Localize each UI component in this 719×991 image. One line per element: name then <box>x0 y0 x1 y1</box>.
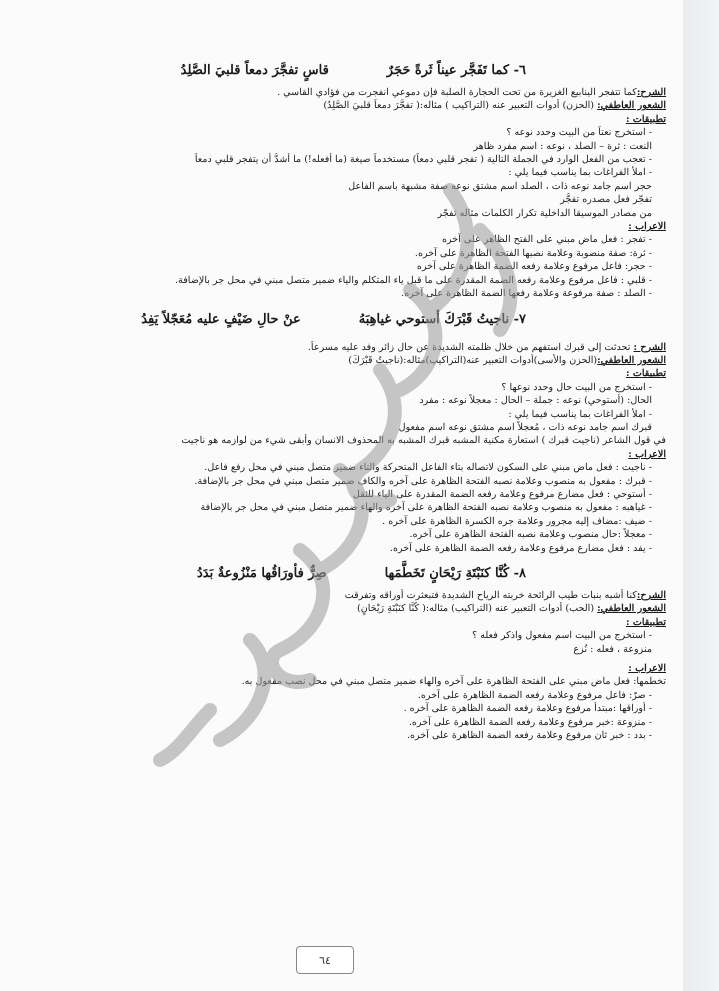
verse-6-first-hemistich: ٦- كما تَفَجَّر عيناً ثَرةً حَجَرٌ <box>386 63 526 78</box>
irab-8-line: - صرّ: فاعل مرفوع وعلامة رفعه الضمة الظاهرة على آخره. <box>80 689 666 702</box>
irab-7-line: - غياهبه : مفعول به منصوب وعلامة نصبه الفتحة الظاهرة على آخره والهاء ضمير متصل مبني في محل جر بالإضافة <box>80 501 666 514</box>
irab-6-label: الاعراب : <box>628 221 666 233</box>
irab-8-line: - منزوعة :خبر مرفوع وعلامة رفعه الضمة الظاهرة على آخره. <box>80 716 666 729</box>
sharh-6: الشرح:كما تتفجر الينابيع الغزيرة من تحت الحجارة الصلبة فإن دموعي انفجرت من فؤادي القاسي . <box>277 87 666 98</box>
irab-7-line: - قبرك : مفعول به منصوب وعلامة نصبه الفتحة الظاهرة على آخره والكاف ضمير متصل مبني في محل جر بالإضافة. <box>80 475 666 488</box>
shuur-8: الشعور العاطفي: (الحب) أدوات التعبير عنه (التراكيب) مثاله:( كُنَّا كنَبْتَةِ رَيْحَانٍ) <box>356 603 666 615</box>
tatbiqat-7-line: - استخرج من البيت حال وحدد نوعها ؟ <box>80 381 666 394</box>
tatbiqat-8-line: منزوعة ، فعله : نُزع <box>573 643 652 655</box>
sharh-7: الشرح : تحدثت إلى قبرك استفهم من خلال ظلمته الشديدة عن حال زائر وفد عليه مسرعاً. <box>307 341 666 353</box>
irab-6-line: - ثرة: صفة منصوبة وعلامة نصبها الفتحة الظاهرة على آخره. <box>80 247 666 260</box>
tatbiqat-6-line: من مصادر الموسيقا الداخلية تكرار الكلمات مثاله تفجّر <box>437 207 652 219</box>
document-content <box>80 58 666 742</box>
tatbiqat-6-line: - املأ الفراغات بما يناسب فيما يلي : <box>80 166 666 179</box>
page-number: ٦٤ <box>296 946 354 974</box>
tatbiqat-7-line: قبرك اسم جامد نوعه ذات ، مُعجلاً اسم مشتق نوعه اسم مفعول <box>398 421 652 433</box>
irab-7-label: الاعراب : <box>628 448 666 460</box>
tatbiqat-6-line: - تعجب من الفعل الوارد في الجملة التالية ( تفجر قلبي دمعاً) مستخدماً صيغة (ما أفعله!) ما أشدَّ أن يتفجر قلبي دمعاً <box>80 153 666 166</box>
irab-7-line: - معجلاً :حال منصوب وعلامة نصبه الفتحة الظاهرة على آخره. <box>80 528 666 541</box>
tatbiqat-6-line: النعت : ثرة – الصلد ، نوعه : اسم مفرد ظاهر <box>473 140 652 152</box>
tatbiqat-8-label: تطبيقات : <box>625 616 666 628</box>
tatbiqat-6-label: تطبيقات : <box>625 113 666 125</box>
tatbiqat-8-line: - استخرج من البيت اسم مفعول واذكر فعله ؟ <box>80 629 666 642</box>
tatbiqat-7-line: الحال: (أستوحي) نوعه : جملة – الحال : معجلاً نوعه : مفرد <box>419 395 652 407</box>
irab-8-label: الاعراب : <box>628 663 666 675</box>
sharh-8: الشرح:كنا أشبه بنبات طيب الرائحة خربته الرياح الشديدة فتبعثرت أوراقه وتفرقت <box>344 590 666 601</box>
irab-7-line: - ناجيت : فعل ماض مبني على السكون لاتصاله بتاء الفاعل المتحركة والتاء ضمير متصل مبني في محل رفع فاعل. <box>80 461 666 474</box>
irab-7-line: - يفد : فعل مضارع مرفوع وعلامة رفعه الضمة الظاهرة على آخره. <box>80 542 666 555</box>
irab-8-line: - بدد : خبر ثان مرفوع وعلامة رفعه الضمة الظاهرة على آخره. <box>80 729 666 742</box>
tatbiqat-6-line: - استخرج نعتاً من البيت وحدد نوعه ؟ <box>80 126 666 139</box>
irab-6-line: - تفجر : فعل ماض مبني على الفتح الظاهر على آخره <box>80 233 666 246</box>
tatbiqat-7-label: تطبيقات : <box>625 368 666 380</box>
shuur-7: الشعور العاطفي:(الحزن والأسى)أدوات التعبير عنه(التراكيب)مثاله:(ناجيتُ قَبْرَكَ) <box>348 354 666 366</box>
shuur-6: الشعور العاطفي: (الحزن) أدوات التعبير عنه (التراكيب ) مثاله:( تفجَّرَ دمعاً قلبيَ الصَّلِدُ) <box>323 100 666 112</box>
irab-8-line: - أوراقها :مبتدأ مرفوع وعلامة رفعه الضمة الظاهرة على آخره . <box>80 702 666 715</box>
verse-7 <box>80 311 666 329</box>
tatbiqat-6-line: حجر اسم جامد نوعه ذات ، الصلد اسم مشتق نوعه صفة مشبهة باسم الفاعل <box>348 180 652 192</box>
irab-6-line: - الصلد : صفة مرفوعة وعلامة رفعها الضمة الظاهرة على آخره. <box>80 287 666 300</box>
irab-6-line: - حجر: فاعل مرفوع وعلامة رفعه الضمة الظاهرة على آخره <box>80 260 666 273</box>
verse-6 <box>80 62 666 80</box>
irab-6-line: - قلبي : فاعل مرفوع وعلامة رفعه الضمة المقدرة على ما قبل ياء المتكلم والياء ضمير متصل مبني في محل جر بالإضافة. <box>80 274 666 287</box>
irab-8-line: تخطمها: فعل ماض مبني على الفتحة الظاهرة على آخره والهاء ضمير متصل مبني في محل نصب مفعول به. <box>241 676 666 688</box>
tatbiqat-6-line: تفجّر فعل مصدره تفجُّر <box>560 194 652 206</box>
verse-8-first-hemistich: ٨- كُنَّا كنَبْتَةِ رَيْحَانٍ تَخَطَّمَها <box>384 566 526 581</box>
tatbiqat-7-line: - املأ الفراغات بما يناسب فيما يلي : <box>80 408 666 421</box>
verse-6-second-hemistich: قاسٍ تفجَّرَ دمعاً قلبيَ الصَّلِدُ <box>180 63 329 78</box>
page-edge <box>683 0 719 991</box>
verse-8 <box>80 565 666 583</box>
verse-7-first-hemistich: ٧- ناجيتُ قَبْرَكَ أستوحي غياهِبَهُ <box>358 311 526 327</box>
irab-7-line: - أستوحي : فعل مضارع مرفوع وعلامة رفعه الضمة المقدرة على الياء للثقل <box>80 488 666 501</box>
verse-8-second-hemistich: صِرٌّ فأورَاقُها مَنْزُوعةٌ بَدَدُ <box>196 566 327 581</box>
tatbiqat-7-line: في قول الشاعر (ناجيت قبرك ) استعارة مكنية المشبه قبرك المشبه به المحذوف الانسان وأبقى شيء من لوازمه هو ناجيت <box>181 435 666 447</box>
verse-7-second-hemistich: عنْ حالِ ضَيْفٍ عليه مُعَجّلاً يَفِدُ <box>141 311 301 327</box>
irab-7-line: - ضيف :مضاف إليه مجرور وعلامة جره الكسرة الظاهرة على آخره . <box>80 515 666 528</box>
